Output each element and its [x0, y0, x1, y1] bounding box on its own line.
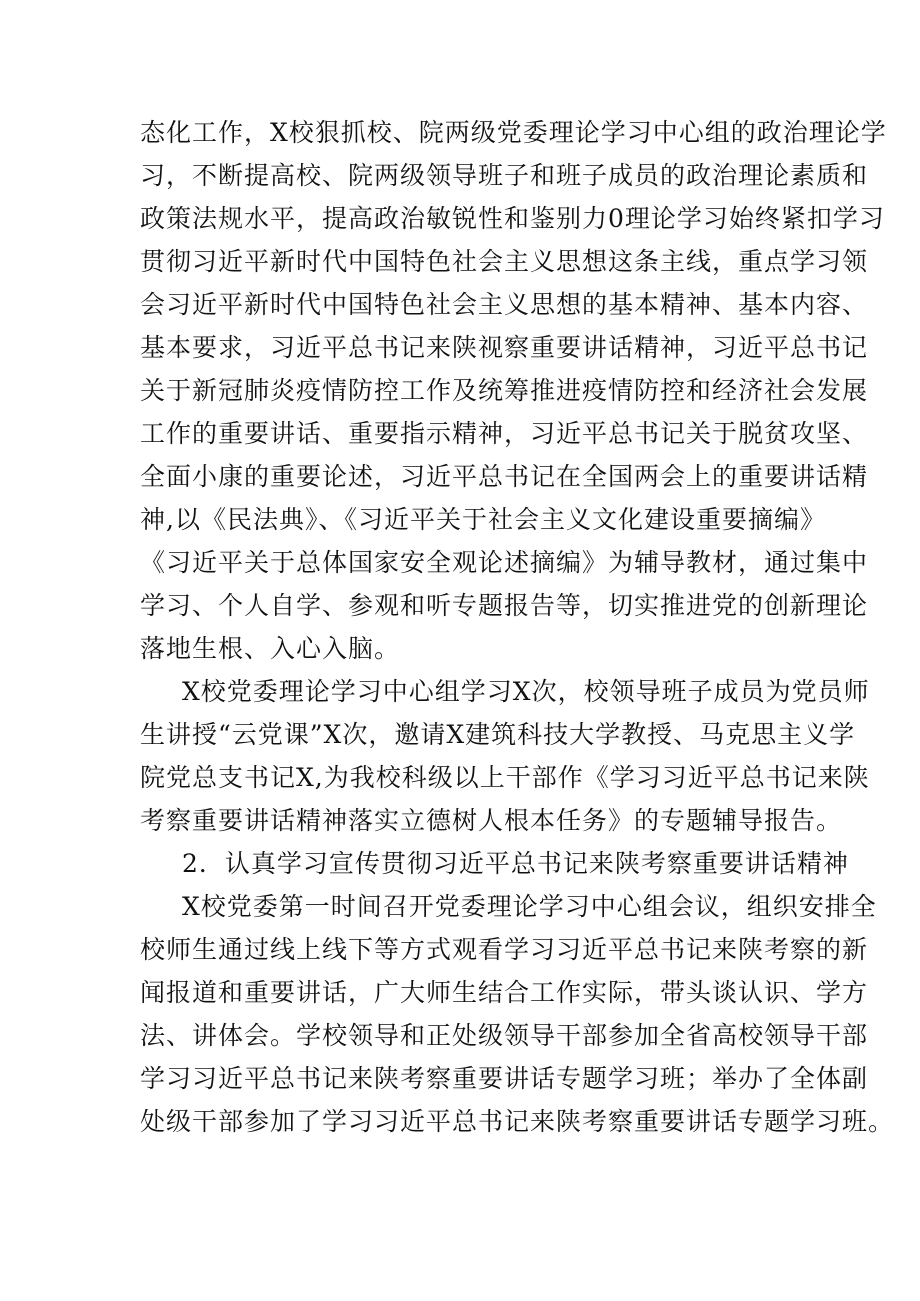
text-line: 政策法规水平，提高政治敏锐性和鉴别力0理论学习始终紧扣学习 [140, 204, 885, 233]
section-heading: 2．认真学习宣传贯彻习近平总书记来陕考察重要讲话精神 [182, 849, 849, 878]
text-line: 全面小康的重要论述，习近平总书记在全国两会上的重要讲话精 [140, 462, 869, 491]
text-line: 学习习近平总书记来陕考察重要讲话专题学习班；举办了全体副 [140, 1064, 869, 1093]
text-line: 《习近平关于总体国家安全观论述摘编》为辅导教材，通过集中 [140, 548, 869, 577]
text-line: 会习近平新时代中国特色社会主义思想的基本精神、基本内容、 [140, 290, 869, 319]
text-line: X校党委理论学习中心组学习X次，校领导班子成员为党员师 [182, 677, 870, 706]
text-line: 态化工作，X校狠抓校、院两级党委理论学习中心组的政治理论学 [140, 118, 887, 147]
text-line: 学习、个人自学、参观和听专题报告等，切实推进党的创新理论 [140, 591, 869, 620]
text-line: 落地生根、入心入脑。 [140, 634, 401, 663]
text-line: 神,以《民法典》、《习近平关于社会主义文化建设重要摘编》 [140, 505, 826, 534]
text-line: 贯彻习近平新时代中国特色社会主义思想这条主线，重点学习领 [140, 247, 869, 276]
text-line: 习，不断提高校、院两级领导班子和班子成员的政治理论素质和 [140, 161, 869, 190]
text-line: 院党总支书记X,为我校科级以上干部作《学习习近平总书记来陕 [140, 763, 870, 792]
text-line: X校党委第一时间召开党委理论学习中心组会议，组织安排全 [182, 892, 877, 921]
text-line: 法、讲体会。学校领导和正处级领导干部参加全省高校领导干部 [140, 1021, 869, 1050]
text-line: 校师生通过线上线下等方式观看学习习近平总书记来陕考察的新 [140, 935, 869, 964]
text-line: 考察重要讲话精神落实立德树人根本任务》的专题辅导报告。 [140, 806, 843, 835]
text-line: 工作的重要讲话、重要指示精神，习近平总书记关于脱贫攻坚、 [140, 419, 869, 448]
text-line: 生讲授“云党课”X次，邀请X建筑科技大学教授、马克思主义学 [140, 720, 856, 749]
text-line: 基本要求，习近平总书记来陕视察重要讲话精神，习近平总书记 [140, 333, 869, 362]
text-line: 闻报道和重要讲话，广大师生结合工作实际，带头谈认识、学方 [140, 978, 869, 1007]
text-line: 关于新冠肺炎疫情防控工作及统筹推进疫情防控和经济社会发展 [140, 376, 869, 405]
text-line: 处级干部参加了学习习近平总书记来陕考察重要讲话专题学习班。 [140, 1107, 895, 1136]
